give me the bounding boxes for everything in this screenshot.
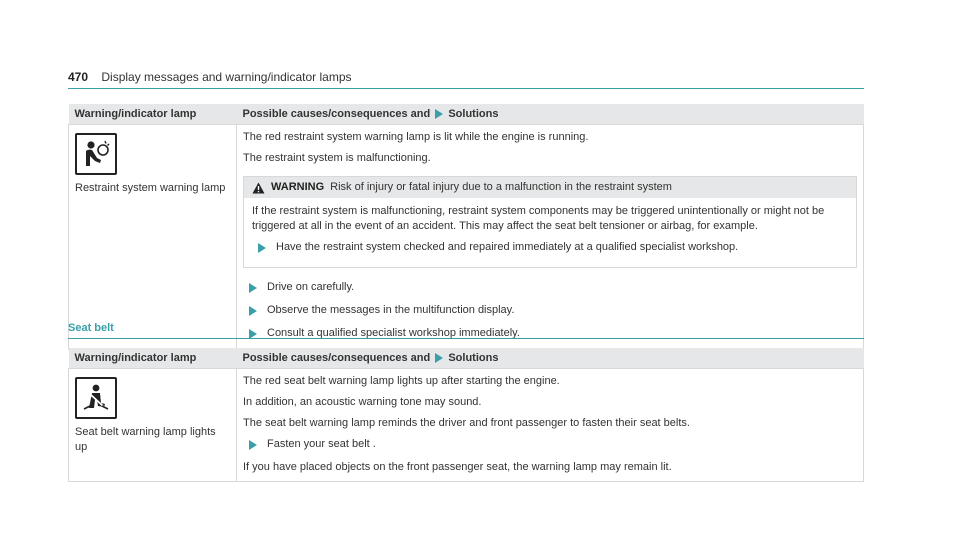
cause-paragraph: In addition, an acoustic warning tone may sound. (243, 396, 482, 408)
lamp-cell (69, 125, 237, 350)
warning-header (244, 177, 856, 198)
col-header-lamp: Warning/indicator lamp (69, 348, 237, 369)
causes-cell (237, 369, 864, 482)
restraint-system-table (68, 104, 864, 350)
warning-box (243, 176, 857, 268)
section-title-seat-belt: Seat belt (68, 322, 864, 339)
page-number: 470 (68, 70, 89, 84)
cause-paragraph: The red seat belt warning lamp lights up after starting the engine. (243, 375, 560, 387)
lamp-cell (69, 369, 237, 482)
warning-text: If the restraint system is malfunctioning, restraint system components may be triggered unintentionally or might not be triggered at all in the event of an accident. This may affect the seat belt tensioner or airbag, for example. (252, 205, 825, 232)
warning-step (258, 240, 848, 255)
solution-step-text: Fasten your seat belt . (267, 438, 376, 450)
warning-step-text: Have the restraint system checked and repaired immediately at a qualified specialist workshop. (276, 241, 739, 253)
col-header-solutions-text: Solutions (448, 108, 499, 120)
warning-title: Risk of injury or fatal injury due to a malfunction in the restraint system (330, 181, 672, 193)
col-header-causes (237, 104, 864, 125)
col-header-causes-text: Possible causes/consequences and (242, 352, 431, 364)
lamp-label: Seat belt warning lamp lights up (75, 426, 216, 453)
solution-arrow-icon (435, 109, 443, 119)
col-header-causes-text: Possible causes/consequences and (242, 108, 431, 120)
seat-belt-icon (75, 377, 117, 419)
step-arrow-icon (249, 306, 257, 316)
cause-paragraph: The restraint system is malfunctioning. (243, 152, 431, 164)
solution-step-text: Consult a qualified specialist workshop immediately. (267, 327, 520, 339)
airbag-icon (75, 133, 117, 175)
page-header-title: Display messages and warning/indicator lamps (101, 70, 352, 84)
page-header (68, 70, 864, 89)
step-arrow-icon (249, 283, 257, 293)
col-header-lamp: Warning/indicator lamp (69, 104, 237, 125)
warning-triangle-icon (252, 182, 265, 194)
warning-body (244, 198, 856, 267)
seat-belt-table (68, 348, 864, 482)
solution-step (249, 303, 857, 318)
solution-step (249, 437, 857, 452)
cause-paragraph: The seat belt warning lamp reminds the driver and front passenger to fasten their seat belts. (243, 417, 690, 429)
step-arrow-icon (258, 243, 266, 253)
solution-step-text: Drive on carefully. (267, 281, 355, 293)
solution-arrow-icon (435, 353, 443, 363)
lamp-label: Restraint system warning lamp (75, 182, 226, 194)
solution-step (249, 280, 857, 295)
col-header-solutions-text: Solutions (448, 352, 499, 364)
cause-paragraph: The red restraint system warning lamp is lit while the engine is running. (243, 131, 589, 143)
solution-step-text: Observe the messages in the multifunction display. (267, 304, 515, 316)
warning-label: WARNING (271, 181, 325, 193)
causes-cell (237, 125, 864, 350)
cause-paragraph: If you have placed objects on the front passenger seat, the warning lamp may remain lit. (243, 461, 672, 473)
step-arrow-icon (249, 440, 257, 450)
col-header-causes (237, 348, 864, 369)
